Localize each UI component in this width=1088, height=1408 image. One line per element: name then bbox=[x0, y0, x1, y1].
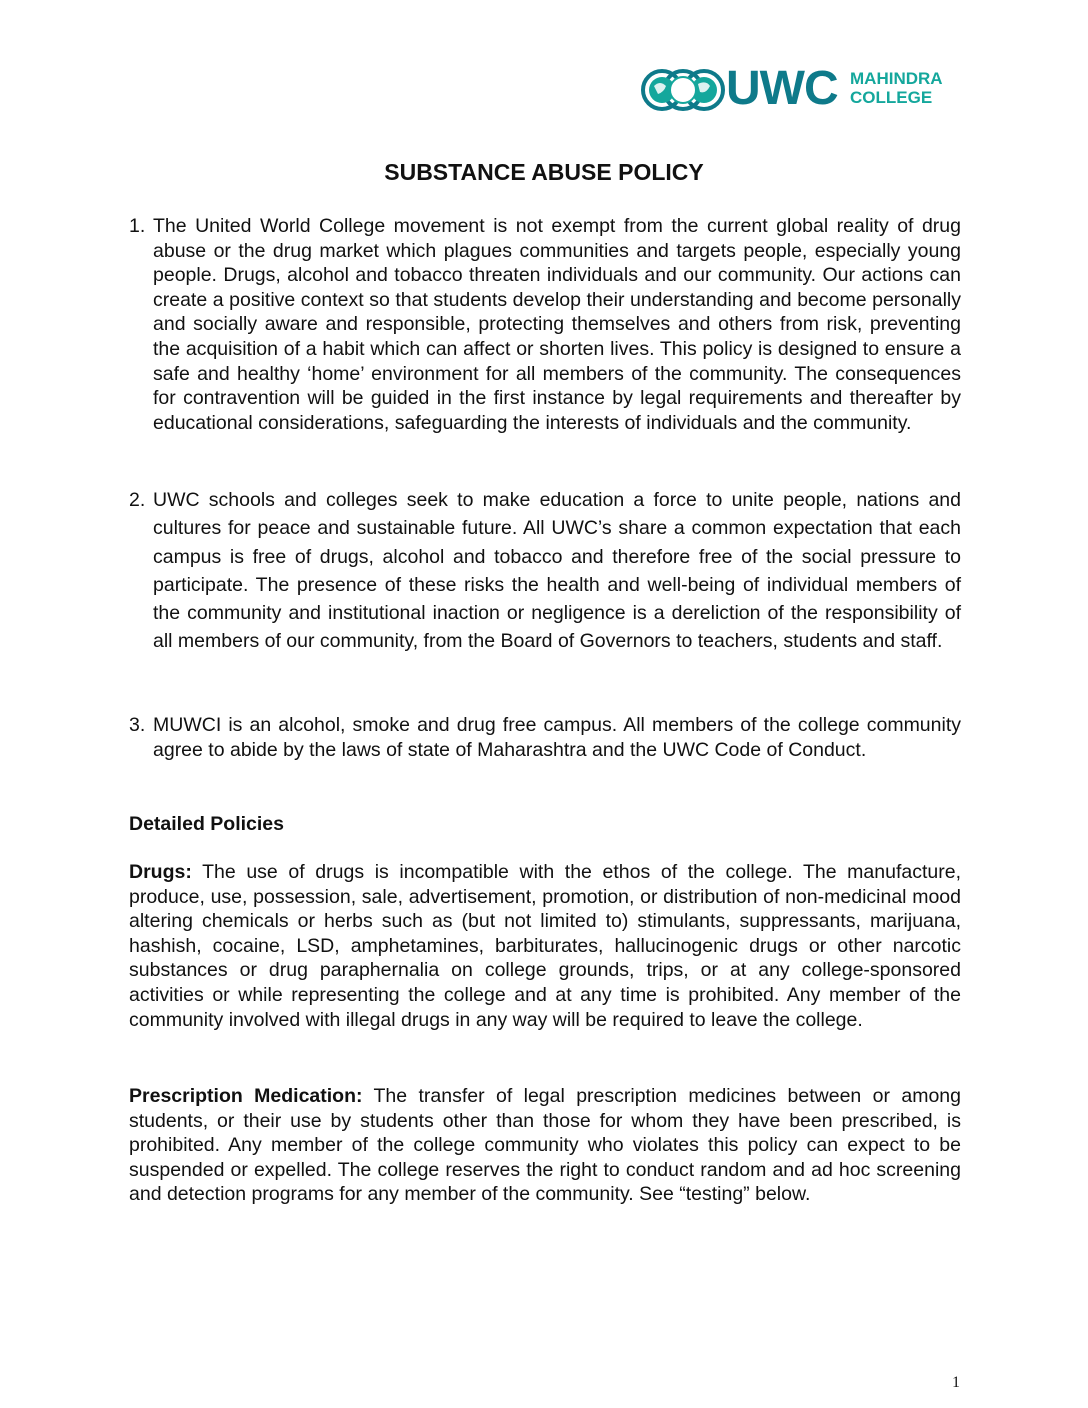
list-item-text: The United World College movement is not exempt from the current global reality of drug abuse or the drug market which plagues communities and targets people, especially young people. Drugs, alcohol and tobacco threaten individuals and our community. Our actions can create a positive context so that students develop their understanding and become personally and socially aware and responsible, protecting themselves and others from risk, preventing the acquisition of a habit which can affect or shorten lives. This policy is designed to ensure a safe and healthy ‘home’ environment for all members of the community. The consequences for contravention will be guided in the first instance by legal requirements and thereafter by educational considerations, safeguarding the interests of individuals and the community. bbox=[153, 215, 961, 434]
page-number: 1 bbox=[952, 1374, 960, 1391]
policy-text: The use of drugs is incompatible with the ethos of the college. The manufacture, produce, use, possession, sale, advertisement, promotion, or distribution of non-medicinal mood altering chemicals or herbs such as (but not limited to) stimulants, suppressants, marijuana, hashish, cocaine, LSD, amphetamines, barbiturates, hallucinogenic drugs or other narcotic substances or drug paraphernalia on college grounds, trips, or at any college-sponsored activities or while representing the college and at any time is prohibited. Any member of the community involved with illegal drugs in any way will be required to leave the college. bbox=[129, 861, 961, 1031]
logo-college-text bbox=[850, 69, 943, 107]
policy-label: Drugs: bbox=[129, 861, 192, 883]
section-heading: Detailed Policies bbox=[129, 813, 284, 835]
uwc-logo bbox=[640, 62, 960, 120]
list-item-text: UWC schools and colleges seek to make education a force to unite people, nations and cultures for peace and sustainable future. All UWC’s share a common expectation that each campus is free of drugs, alcohol and tobacco and therefore free of the social pressure to participate. The presence of these risks the health and well-being of individual members of the community and institutional inaction or negligence is a dereliction of the responsibility of all members of our community, from the Board of Governors to teachers, students and staff. bbox=[153, 489, 961, 653]
logo-line-1: MAHINDRA bbox=[850, 69, 943, 88]
policy-text: The transfer of legal prescription medicines between or among students, or their use by students other than those for whom they have been prescribed, is prohibited. Any member of the college community who violates this policy can expect to be suspended or expelled. The college reserves the right to conduct random and ad hoc screening and detection programs for any member of the community. See “testing” below. bbox=[129, 1085, 961, 1206]
list-item-text: MUWCI is an alcohol, smoke and drug free campus. All members of the college community agree to abide by the laws of state of Maharashtra and the UWC Code of Conduct. bbox=[153, 714, 961, 761]
policy-paragraph bbox=[129, 860, 961, 1032]
policy-paragraph bbox=[129, 1084, 961, 1207]
logo-line-2: COLLEGE bbox=[850, 88, 933, 107]
list-item-number: 2. bbox=[129, 489, 146, 511]
list-item bbox=[129, 486, 961, 656]
list-item-number: 1. bbox=[129, 215, 146, 237]
logo-uwc-text: UWC bbox=[726, 62, 838, 115]
list-item-number: 3. bbox=[129, 714, 146, 736]
globe-rings-icon bbox=[640, 62, 726, 120]
list-item bbox=[129, 214, 961, 435]
document-title: SUBSTANCE ABUSE POLICY bbox=[384, 159, 704, 185]
policy-label: Prescription Medication: bbox=[129, 1085, 363, 1107]
list-item bbox=[129, 713, 961, 762]
